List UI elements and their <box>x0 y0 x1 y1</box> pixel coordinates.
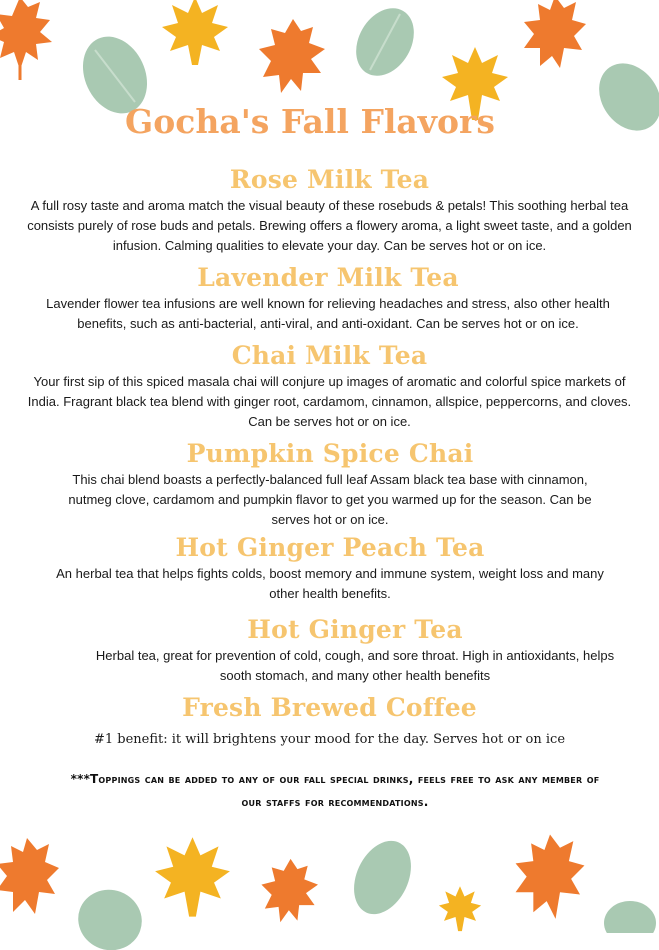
item-description: Lavender flower tea infusions are well known for relieving headaches and stress, also other health benefits, such as anti-bacterial, anti-viral, and anti-oxidant. Can be serves hot or on ice. <box>46 296 610 331</box>
item-heading: Lavender Milk Tea <box>197 263 459 292</box>
maple-leaf-icon <box>425 885 495 933</box>
menu-item <box>18 164 641 256</box>
maple-leaf-icon <box>160 0 230 70</box>
item-description: #1 benefit: it will brightens your mood for the day. Serves hot or on ice <box>93 732 566 747</box>
item-heading: Hot Ginger Peach Tea <box>175 533 485 562</box>
sage-leaf-icon <box>350 2 420 82</box>
menu-item <box>90 614 620 686</box>
oak-leaf-icon <box>0 0 60 82</box>
oak-leaf-icon <box>520 0 590 77</box>
menu-item <box>18 692 641 750</box>
item-description: Herbal tea, great for prevention of cold, cough, and sore throat. High in antioxidants, helps sooth stomach, and many other health benefits <box>95 648 615 683</box>
oak-leaf-icon <box>258 855 318 933</box>
oak-leaf-icon <box>0 830 65 930</box>
menu-item <box>55 438 605 530</box>
item-heading: Rose Milk Tea <box>229 165 430 194</box>
oak-leaf-icon <box>255 15 330 105</box>
item-heading: Pumpkin Spice Chai <box>186 439 474 468</box>
item-description: This chai blend boasts a perfectly-balanced full leaf Assam black tea base with cinnamon, nutmeg clove, cardamom and pumpkin flavor to get you warmed up for the season. Can be serves hot or on ice. <box>68 472 592 527</box>
item-description: Your first sip of this spiced masala chai will conjure up images of aromatic and colorful spice markets of India. Fragrant black tea blend with ginger root, cardamom, cinnamon, allspice, peppercorns, and cloves. Can be serves hot or on ice. <box>27 374 632 429</box>
page-title: Gocha's Fall Flavors <box>125 102 495 141</box>
oak-leaf-icon <box>510 830 590 930</box>
sage-leaf-icon <box>70 880 150 950</box>
item-heading: Chai Milk Tea <box>231 341 428 370</box>
item-description: An herbal tea that helps fights colds, boost memory and immune system, weight loss and many other health benefits. <box>56 566 604 601</box>
item-heading: Fresh Brewed Coffee <box>182 693 477 722</box>
toppings-note: ***Toppings can be added to any of our fall special drinks, feels free to ask any member of our staffs for recommendations. <box>70 772 600 809</box>
item-heading: Hot Ginger Tea <box>247 615 463 644</box>
sage-leaf-icon <box>345 830 420 925</box>
sage-leaf-icon <box>598 895 659 933</box>
menu-item <box>28 262 628 334</box>
maple-leaf-icon <box>150 835 235 920</box>
menu-item <box>55 532 605 604</box>
item-description: A full rosy taste and aroma match the visual beauty of these rosebuds & petals! This soothing herbal tea consists purely of rose buds and petals. Brewing offers a flowery aroma, a light sweet taste, and a golden infusion. Calming qualities to elevate your day. Can be serves hot or on ice. <box>27 198 632 253</box>
menu-item <box>18 340 641 432</box>
